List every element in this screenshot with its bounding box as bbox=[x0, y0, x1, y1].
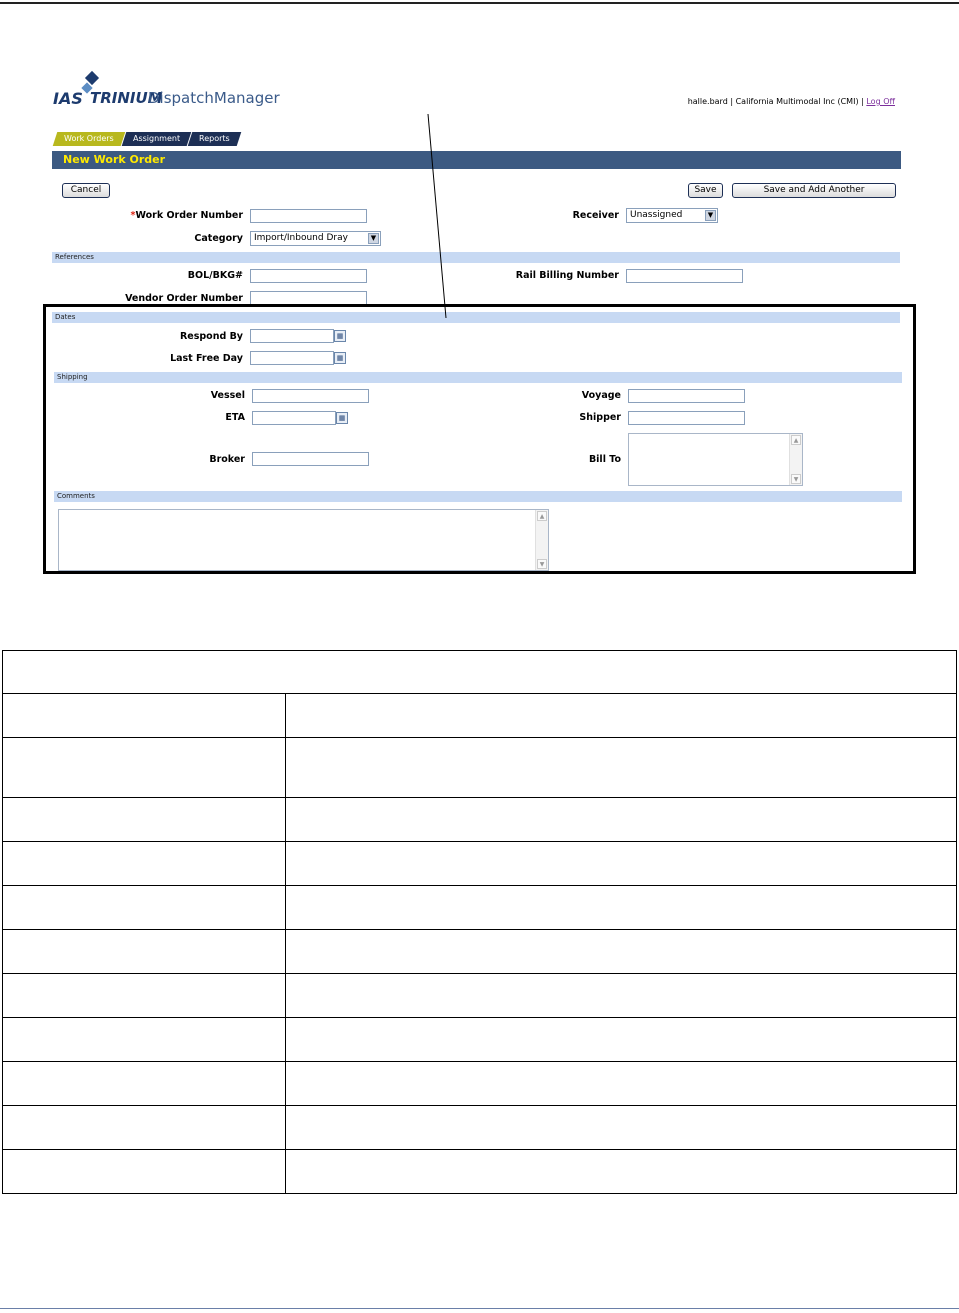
calendar-icon[interactable]: ▦ bbox=[336, 412, 348, 424]
section-comments: Comments bbox=[54, 491, 902, 502]
logo-trinium: TRINIUM bbox=[90, 89, 163, 107]
table-cell bbox=[286, 930, 957, 974]
table-row bbox=[3, 930, 957, 974]
category-label: Category bbox=[194, 233, 243, 244]
tab-work-orders[interactable]: Work Orders bbox=[53, 132, 125, 146]
table-row bbox=[3, 886, 957, 930]
vendor-order-label: Vendor Order Number bbox=[125, 293, 243, 304]
table-cell bbox=[286, 1018, 957, 1062]
table-header-row bbox=[3, 651, 957, 694]
scroll-down-icon[interactable]: ▼ bbox=[791, 474, 801, 484]
section-shipping: Shipping bbox=[54, 372, 902, 383]
table-cell bbox=[286, 738, 957, 798]
scroll-up-icon[interactable]: ▲ bbox=[791, 435, 801, 445]
table-cell bbox=[3, 694, 286, 738]
table-cell bbox=[3, 1106, 286, 1150]
voyage-label: Voyage bbox=[581, 390, 621, 401]
section-references: References bbox=[52, 252, 900, 263]
table-cell bbox=[3, 886, 286, 930]
section-dates: Dates bbox=[52, 312, 900, 323]
table-row bbox=[3, 798, 957, 842]
table-cell bbox=[286, 694, 957, 738]
last-free-day-label: Last Free Day bbox=[170, 353, 243, 364]
table-cell bbox=[286, 974, 957, 1018]
table-row bbox=[3, 1018, 957, 1062]
receiver-label: Receiver bbox=[572, 210, 619, 221]
company-name: California Multimodal Inc (CMI) bbox=[735, 97, 859, 106]
table-cell bbox=[286, 1150, 957, 1194]
shipper-label: Shipper bbox=[579, 412, 621, 423]
work-order-number-label-text: Work Order Number bbox=[135, 210, 243, 221]
chevron-down-icon[interactable]: ▼ bbox=[368, 233, 379, 244]
table-row bbox=[3, 1150, 957, 1194]
tab-reports[interactable]: Reports bbox=[188, 132, 241, 146]
category-selected-value: Import/Inbound Dray bbox=[254, 233, 348, 243]
user-name: halle.bard bbox=[687, 97, 728, 106]
bottom-rule bbox=[0, 1308, 959, 1309]
table-cell bbox=[286, 798, 957, 842]
vessel-label: Vessel bbox=[210, 390, 245, 401]
table-row bbox=[3, 842, 957, 886]
save-button[interactable]: Save bbox=[688, 183, 723, 198]
field-description-table bbox=[2, 650, 957, 1194]
calendar-icon[interactable]: ▦ bbox=[334, 352, 346, 364]
receiver-selected-value: Unassigned bbox=[630, 210, 683, 220]
cancel-button[interactable]: Cancel bbox=[62, 183, 110, 198]
rail-billing-label: Rail Billing Number bbox=[515, 270, 619, 281]
respond-by-label: Respond By bbox=[179, 331, 243, 342]
logoff-link[interactable]: Log Off bbox=[866, 97, 895, 106]
table-cell bbox=[3, 738, 286, 798]
table-cell bbox=[3, 842, 286, 886]
table-cell bbox=[3, 974, 286, 1018]
bill-to-label: Bill To bbox=[588, 454, 621, 465]
separator: | bbox=[730, 97, 734, 106]
separator: | bbox=[861, 97, 864, 106]
scroll-up-icon[interactable]: ▲ bbox=[537, 511, 547, 521]
table-cell bbox=[286, 1062, 957, 1106]
table-cell bbox=[3, 1062, 286, 1106]
required-mark: * bbox=[130, 210, 136, 221]
table-cell bbox=[3, 930, 286, 974]
tab-assignment[interactable]: Assignment bbox=[121, 132, 191, 146]
broker-label: Broker bbox=[209, 454, 245, 465]
table-header-cell bbox=[3, 651, 957, 694]
table-cell bbox=[286, 886, 957, 930]
table-cell bbox=[3, 1018, 286, 1062]
table-cell bbox=[3, 1150, 286, 1194]
eta-label: ETA bbox=[225, 412, 245, 423]
save-and-add-another-button[interactable]: Save and Add Another bbox=[732, 183, 896, 198]
page-title: New Work Order bbox=[52, 151, 901, 169]
logo-ias: IAS bbox=[53, 89, 83, 108]
table-row bbox=[3, 1062, 957, 1106]
table-cell bbox=[286, 842, 957, 886]
table-row bbox=[3, 694, 957, 738]
table-cell bbox=[286, 1106, 957, 1150]
chevron-down-icon[interactable]: ▼ bbox=[705, 210, 716, 221]
calendar-icon[interactable]: ▦ bbox=[334, 330, 346, 342]
table-cell bbox=[3, 798, 286, 842]
logo-product: DispatchManager bbox=[148, 89, 280, 107]
table-row bbox=[3, 1106, 957, 1150]
scroll-down-icon[interactable]: ▼ bbox=[537, 559, 547, 569]
table-row bbox=[3, 738, 957, 798]
bol-label: BOL/BKG# bbox=[187, 270, 243, 281]
table-row bbox=[3, 974, 957, 1018]
